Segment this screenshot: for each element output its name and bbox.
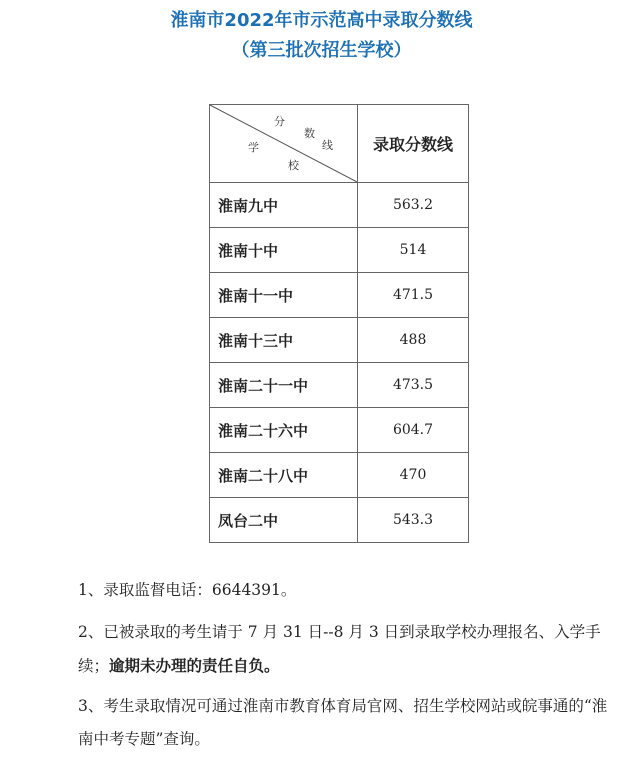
table-header-row xyxy=(210,105,469,183)
header-label-xue: 学 xyxy=(248,141,259,154)
school-name: 淮南十三中 xyxy=(210,318,358,363)
score-value: 604.7 xyxy=(358,408,469,453)
note-query: 3、考生录取情况可通过淮南市教育体育局官网、招生学校网站或皖事通的“淮南中考专题”查询。 xyxy=(78,697,608,748)
score-column-header: 录取分数线 xyxy=(358,105,469,183)
score-value: 488 xyxy=(358,318,469,363)
score-value: 514 xyxy=(358,228,469,273)
table-row xyxy=(210,453,469,498)
note-enrollment xyxy=(78,616,613,683)
score-value: 563.2 xyxy=(358,183,469,228)
header-label-xian: 线 xyxy=(322,139,333,152)
school-name: 淮南二十八中 xyxy=(210,453,358,498)
diagonal-header-cell xyxy=(210,105,358,183)
score-value: 543.3 xyxy=(358,498,469,543)
table-row xyxy=(210,273,469,318)
school-name: 淮南二十一中 xyxy=(210,363,358,408)
table-row xyxy=(210,228,469,273)
score-value: 473.5 xyxy=(358,363,469,408)
page-subtitle: （第三批次招生学校） xyxy=(231,40,412,61)
note-enrollment-text: 2、已被录取的考生请于 7 月 31 日--8 月 3 日到录取学校办理报名、入学手续； xyxy=(78,623,601,675)
score-value: 470 xyxy=(358,453,469,498)
header-label-fen: 分 xyxy=(274,115,285,128)
header-label-shu: 数 xyxy=(304,127,315,140)
note-enrollment-warning: 逾期未办理的责任自负。 xyxy=(109,656,280,675)
table-row xyxy=(210,363,469,408)
table-row xyxy=(210,183,469,228)
note-phone: 1、录取监督电话：6644391。 xyxy=(78,581,297,599)
page-title: 淮南市2022年市示范高中录取分数线 xyxy=(170,10,473,31)
table-row xyxy=(210,318,469,363)
school-name: 淮南十一中 xyxy=(210,273,358,318)
table-row xyxy=(210,408,469,453)
score-value: 471.5 xyxy=(358,273,469,318)
school-name: 凤台二中 xyxy=(210,498,358,543)
school-name: 淮南十中 xyxy=(210,228,358,273)
school-name: 淮南二十六中 xyxy=(210,408,358,453)
school-name: 淮南九中 xyxy=(210,183,358,228)
score-table xyxy=(209,104,469,543)
table-row xyxy=(210,498,469,543)
header-label-xiao: 校 xyxy=(288,159,299,172)
